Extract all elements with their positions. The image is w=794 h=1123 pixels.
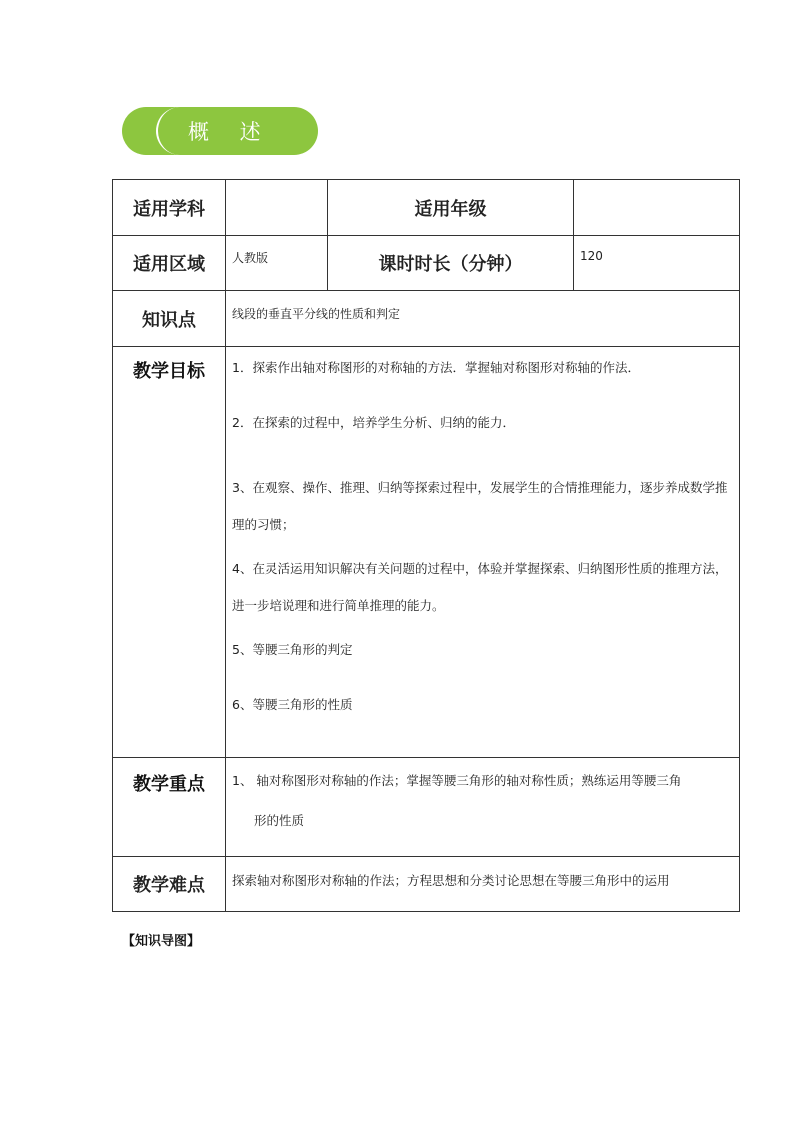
goal-item: 2．在探索的过程中，培养学生分析、归纳的能力． — [232, 415, 515, 430]
table-row — [113, 857, 740, 912]
region-value: 人教版 — [226, 236, 328, 291]
difficulty-label: 教学难点 — [113, 857, 226, 912]
banner-inner-pill — [156, 107, 320, 155]
difficulty-value: 探索轴对称图形对称轴的作法；方程思想和分类讨论思想在等腰三角形中的运用 — [226, 857, 740, 912]
knowledge-label: 知识点 — [113, 291, 226, 347]
table-row — [113, 347, 740, 758]
region-label: 适用区域 — [113, 236, 226, 291]
subject-label: 适用学科 — [113, 180, 226, 236]
goal-item: 4、在灵活运用知识解决有关问题的过程中，体验并掌握探索、归纳图形性质的推理方法，进一步培说理和进行简单推理的能力。 — [232, 561, 728, 613]
goals-cell — [226, 347, 740, 758]
key-line: 形的性质 — [254, 813, 305, 828]
section-banner — [122, 107, 318, 155]
knowledge-value: 线段的垂直平分线的性质和判定 — [226, 291, 740, 347]
table-row — [113, 236, 740, 291]
key-line: 1、 轴对称图形对称轴的作法；掌握等腰三角形的轴对称性质；熟练运用等腰三角 — [232, 773, 682, 788]
banner-title: 概 述 — [188, 120, 273, 144]
goal-item: 1．探索作出轴对称图形的对称轴的方法．掌握轴对称图形对称轴的作法． — [232, 360, 640, 375]
goal-item: 5、等腰三角形的判定 — [232, 642, 353, 657]
grade-value — [574, 180, 740, 236]
table-row — [113, 758, 740, 857]
lesson-info-table — [112, 179, 740, 912]
goals-label: 教学目标 — [113, 347, 226, 758]
goal-item: 3、在观察、操作、推理、归纳等探索过程中，发展学生的合情推理能力，逐步养成数学推理的习惯； — [232, 480, 728, 532]
table-row — [113, 180, 740, 236]
duration-label: 课时时长（分钟） — [328, 236, 574, 291]
grade-label: 适用年级 — [328, 180, 574, 236]
table-row — [113, 291, 740, 347]
duration-value: 120 — [574, 236, 740, 291]
subject-value — [226, 180, 328, 236]
key-cell — [226, 758, 740, 857]
key-label: 教学重点 — [113, 758, 226, 857]
goal-item: 6、等腰三角形的性质 — [232, 697, 353, 712]
knowledge-map-heading: 【知识导图】 — [122, 934, 201, 949]
